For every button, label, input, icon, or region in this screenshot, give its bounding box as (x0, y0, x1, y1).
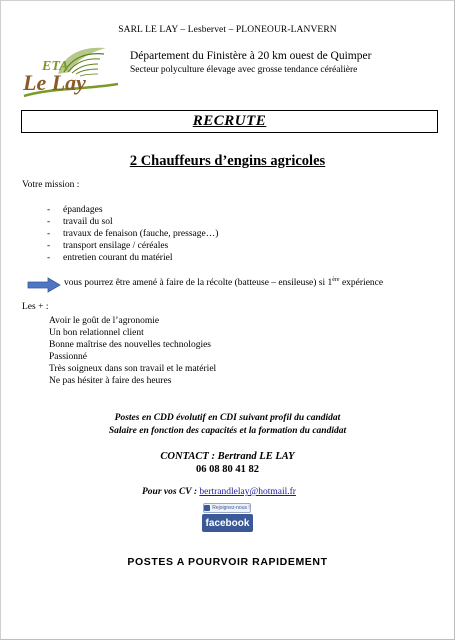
plus-list (49, 315, 216, 387)
facebook-join-label: Rejoignez-nous ! (212, 505, 250, 511)
salary-line: Salaire en fonction des capacités et la formation du candidat (108, 426, 347, 436)
harvest-note (64, 278, 383, 288)
logo-eta-text: ETA (42, 59, 69, 74)
thumbs-up-icon (204, 505, 210, 511)
cv-label: Pour vos CV : (142, 487, 197, 497)
list-item: Ne pas hésiter à faire des heures (49, 376, 172, 386)
list-item: Un bon relationnel client (49, 328, 144, 338)
facebook-button[interactable]: facebook (202, 514, 253, 532)
contact-block (0, 450, 455, 476)
plus-label: Les + : (22, 302, 49, 312)
company-address-line: SARL LE LAY – Lesbervet – PLONEOUR-LANVERN (118, 25, 337, 35)
facebook-join-badge[interactable] (203, 503, 251, 513)
department-line: Département du Finistère à 20 km ouest de Quimper (130, 50, 372, 62)
list-item: - travail du sol (47, 216, 218, 228)
contact-phone: 06 08 80 41 82 (196, 464, 259, 475)
harvest-note-end: expérience (339, 278, 384, 288)
list-item: - transport ensilage / céréales (47, 240, 218, 252)
cv-line (142, 487, 296, 497)
contact-name: CONTACT : Bertrand LE LAY (160, 451, 295, 462)
recrute-banner (21, 110, 438, 133)
harvest-note-superscript: ère (332, 277, 340, 283)
list-item: - épandages (47, 204, 218, 216)
recrute-label: RECRUTE (192, 113, 267, 129)
arrow-right-icon (27, 277, 61, 293)
list-item: Bonne maîtrise des nouvelles technologies (49, 340, 211, 350)
mission-list (47, 204, 218, 264)
list-item: - travaux de fenaison (fauche, pressage…) (47, 228, 218, 240)
list-item: Passionné (49, 352, 87, 362)
company-logo (20, 42, 120, 102)
cv-email-link[interactable]: bertrandlelay@hotmail.fr (199, 487, 296, 497)
contract-line: Postes en CDD évolutif en CDI suivant profil du candidat (114, 413, 341, 423)
harvest-note-text: vous pourrez être amené à faire de la récolte (batteuse – ensileuse) si 1 (64, 278, 333, 288)
contract-info (0, 412, 455, 438)
footer-headline: POSTES A POURVOIR RAPIDEMENT (127, 556, 328, 568)
sector-line: Secteur polyculture élevage avec grosse tendance céréalière (130, 65, 358, 75)
list-item: - entretien courant du matériel (47, 252, 218, 264)
list-item: Très soigneux dans son travail et le matériel (49, 364, 217, 374)
job-title: 2 Chauffeurs d’engins agricoles (129, 153, 326, 169)
logo-lelay-text: Le Lay (23, 70, 86, 95)
mission-label: Votre mission : (22, 180, 80, 190)
list-item: Avoir le goût de l’agronomie (49, 316, 160, 326)
